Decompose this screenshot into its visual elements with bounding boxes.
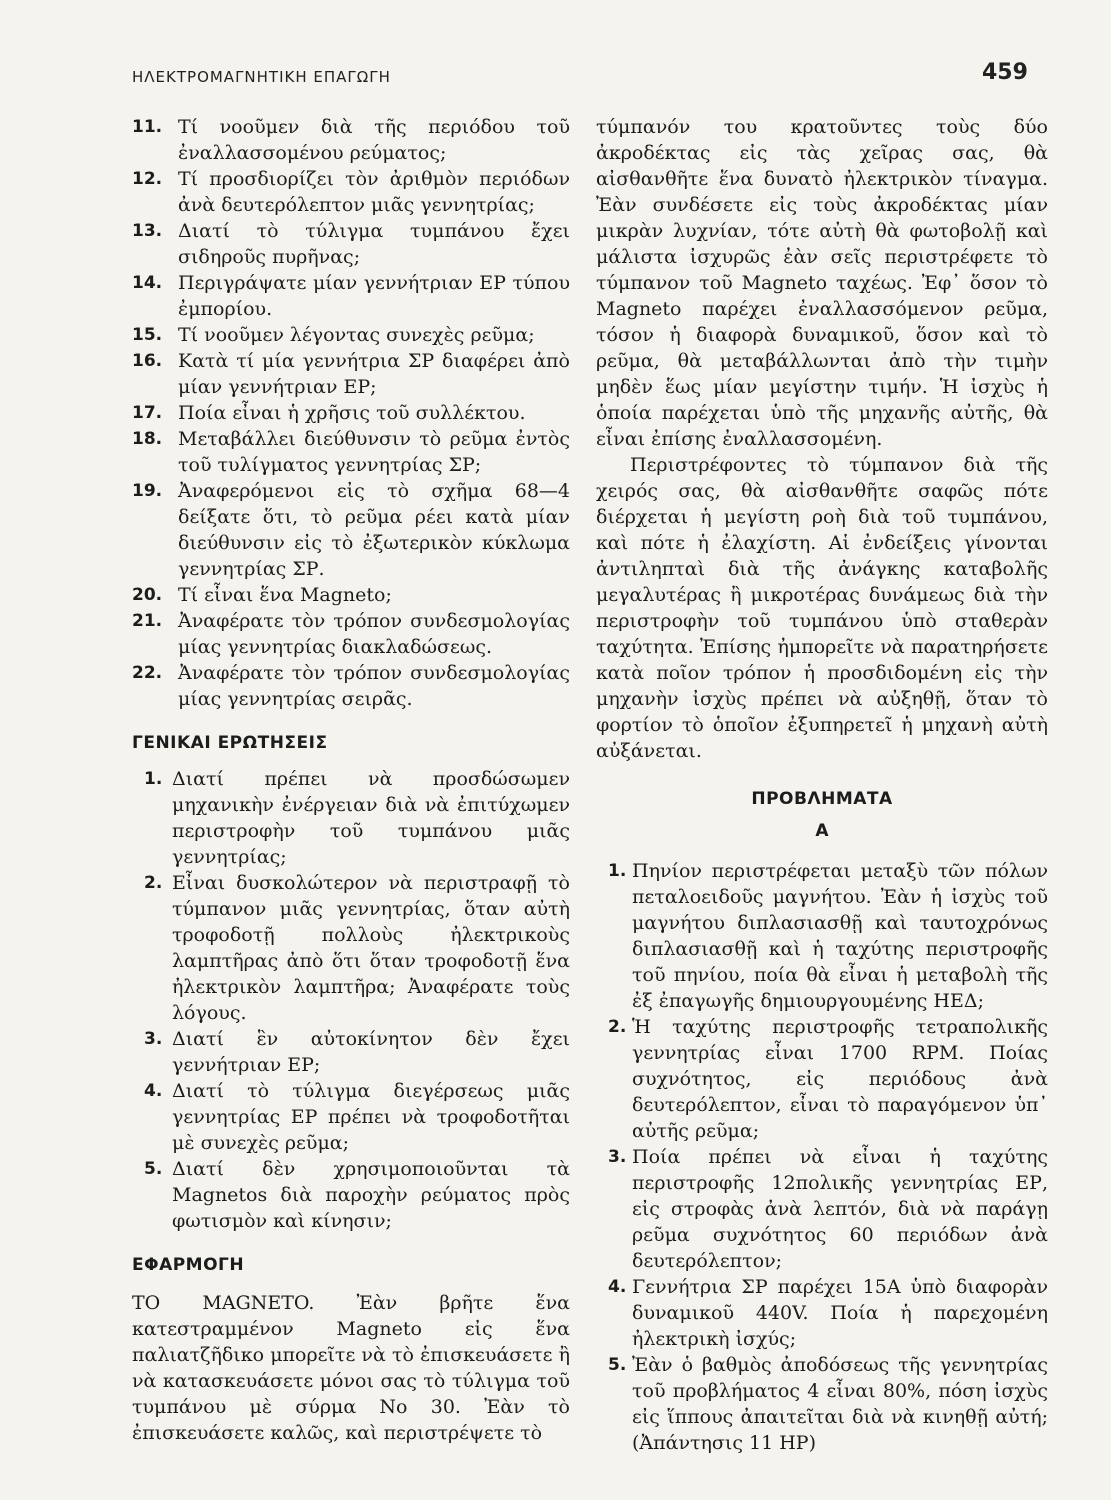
item-text: Μεταβάλλει διεύθυνσιν τὸ ρεῦμα ἐντὸς τοῦ τυλίγματος γεννητρίας ΣΡ;: [178, 428, 570, 476]
item-number: 2.: [144, 873, 163, 893]
item-number: 21.: [132, 611, 163, 631]
item-text: Ἀναφέρατε τὸν τρόπον συνδεσμολογίας μίας γεννητρίας διακλαδώσεως.: [178, 610, 570, 658]
item-number: 18.: [132, 429, 163, 449]
list-item: [132, 660, 570, 712]
item-number: 4.: [144, 1081, 163, 1101]
item-text: Περιγράψατε μίαν γεννήτριαν ΕΡ τύπου ἐμπορίου.: [178, 272, 570, 320]
application-heading: ΕΦΑΡΜΟΓΗ: [132, 1255, 245, 1275]
right-column: [596, 114, 1048, 1456]
general-questions-heading: ΓΕΝΙΚΑΙ ΕΡΩΤΗΣΕΙΣ: [132, 733, 328, 753]
item-number: 13.: [132, 221, 163, 241]
list-item: [132, 1026, 570, 1078]
list-item: [132, 766, 570, 870]
list-item: [132, 1156, 570, 1234]
list-item: [132, 348, 570, 400]
item-text: Τί εἶναι ἕνα Magneto;: [178, 584, 392, 606]
list-item: [596, 1014, 1048, 1144]
item-number: 3.: [608, 1147, 627, 1167]
item-number: 4.: [608, 1277, 627, 1297]
list-item: [596, 1144, 1048, 1274]
item-text: Ἡ ταχύτης περιστροφῆς τετραπολικῆς γεννητρίας εἶναι 1700 RPM. Ποίας συχνότητος, εἰς περιόδους ἀνὰ δευτερόλεπτον, εἶναι τὸ παραγόμενον ὑπ᾽ αὐτῆς ρεῦμα;: [632, 1016, 1048, 1142]
list-item: [132, 1078, 570, 1156]
list-item: [132, 166, 570, 218]
problems-heading: ΠΡΟΒΛΗΜΑΤΑ: [751, 789, 893, 809]
list-item: [132, 582, 570, 608]
item-text: Ἐὰν ὁ βαθμὸς ἀποδόσεως τῆς γεννητρίας τοῦ προβλήματος 4 εἶναι 80%, πόση ἰσχὺς εἰς ἵππους ἀπαιτεῖται διὰ νὰ κινηθῇ αὐτή; (Ἀπάντησις 11 ΗΡ): [632, 1354, 1048, 1454]
item-number: 12.: [132, 169, 163, 189]
list-item: [132, 218, 570, 270]
item-text: Τί νοοῦμεν λέγοντας συνεχὲς ρεῦμα;: [178, 324, 535, 346]
list-item: [132, 608, 570, 660]
application-paragraph-continued: τύμπανόν του κρατοῦντες τοὺς δύο ἀκροδέκτας εἰς τὰς χεῖρας σας, θὰ αἰσθανθῆτε ἕνα δυνατὸ ἠλεκτρικὸν τίναγμα. Ἐὰν συνδέσετε εἰς τοὺς ἀκροδέκτας μίαν μικρὰν λυχνίαν, τότε αὐτὴ θὰ φωτοβολῇ καὶ μάλιστα ἰσχυρῶς ἐὰν σεῖς περιστρέφετε τὸ τύμπανον τοῦ Magneto ταχέως. Ἐφ᾽ ὅσον τὸ Magneto παρέχει ἐναλλασσόμενον ρεῦμα, τόσον ἡ διαφορὰ δυναμικοῦ, ὅσον καὶ τὸ ρεῦμα, θὰ μεταβάλλωνται ἀπὸ τὴν τιμὴν μηδὲν ἕως μίαν μεγίστην τιμήν. Ἡ ἰσχὺς ἡ ὁποία παρέχεται ὑπὸ τῆς μηχανῆς αὐτῆς, θὰ εἶναι ἐπίσης ἐναλλασσομένη.: [596, 116, 1048, 450]
item-text: Ποία πρέπει νὰ εἶναι ἡ ταχύτης περιστροφῆς 12πολικῆς γεννητρίας ΕΡ, εἰς στροφὰς ἀνὰ λεπτόν, διὰ νὰ παράγῃ ρεῦμα συχνότητος 60 περιόδων ἀνὰ δευτερόλεπτον;: [632, 1146, 1048, 1272]
list-item: [132, 270, 570, 322]
list-item: [132, 426, 570, 478]
item-number: 1.: [144, 769, 163, 789]
general-questions-list: [132, 766, 570, 1234]
item-text: Κατὰ τί μία γεννήτρια ΣΡ διαφέρει ἀπὸ μίαν γεννήτριαν ΕΡ;: [178, 350, 570, 398]
item-text: Τί προσδιορίζει τὸν ἀριθμὸν περιόδων ἀνὰ δευτερόλεπτον μιᾶς γεννητρίας;: [178, 168, 570, 216]
item-number: 15.: [132, 325, 163, 345]
item-text: Τί νοοῦμεν διὰ τῆς περιόδου τοῦ ἐναλλασσομένου ρεύματος;: [178, 116, 570, 164]
list-item: [596, 1274, 1048, 1352]
item-number: 14.: [132, 273, 163, 293]
item-number: 1.: [608, 861, 627, 881]
item-text: Ποία εἶναι ἡ χρῆσις τοῦ συλλέκτου.: [178, 402, 526, 424]
item-text: Διατί τὸ τύλιγμα τυμπάνου ἔχει σιδηροῦς πυρῆνας;: [178, 220, 570, 268]
item-text: Πηνίον περιστρέφεται μεταξὺ τῶν πόλων πεταλοειδοῦς μαγνήτου. Ἐὰν ἡ ἰσχὺς τοῦ μαγνήτου διπλασιασθῇ καὶ ταυτοχρόνως διπλασιασθῇ καὶ ἡ ταχύτης περιστροφῆς τοῦ πηνίου, ποία θὰ εἶναι ἡ μεταβολὴ τῆς ἐξ ἐπαγωγῆς δημιουργουμένης ΗΕΔ;: [632, 860, 1048, 1012]
page-number: 459: [982, 60, 1028, 85]
review-questions-list: [132, 114, 570, 712]
application-paragraph-second: Περιστρέφοντες τὸ τύμπανον διὰ τῆς χειρός σας, θὰ αἰσθανθῆτε σαφῶς πότε διέρχεται ἡ μεγίστη ροὴ διὰ τοῦ τυμπάνου, καὶ πότε ἡ ἐλαχίστη. Αἱ ἐνδείξεις γίνονται ἀντιληπταὶ διὰ τῆς ἀνάγκης καταβολῆς μεγαλυτέρας ἢ μικροτέρας δυνάμεως διὰ τὴν περιστροφὴν τοῦ τυμπάνου ὑπὸ σταθερὰν ταχύτητα. Ἐπίσης ἠμπορεῖτε νὰ παρατηρήσετε κατὰ ποῖον τρόπον ἡ προσδιδομένη εἰς τὴν μηχανὴν ἰσχὺς πρέπει νὰ αὐξηθῇ, ὅταν τὸ φορτίον τὸ ὁποῖον ἐξυπηρετεῖ ἡ μηχανὴ αὐτὴ αὐξάνεται.: [596, 454, 1048, 762]
application-paragraph-start: [132, 1290, 570, 1446]
item-number: 16.: [132, 351, 163, 371]
item-text: Διατί δὲν χρησιμοποιοῦνται τὰ Magnetos διὰ παροχὴν ρεύματος πρὸς φωτισμὸν καὶ κίνησιν;: [172, 1158, 570, 1232]
item-number: 5.: [144, 1159, 163, 1179]
item-text: Εἶναι δυσκολώτερον νὰ περιστραφῇ τὸ τύμπανον μιᾶς γεννητρίας, ὅταν αὐτὴ τροφοδοτῇ πολλοὺς ἠλεκτρικοὺς λαμπτῆρας ἀπὸ ὅτι ὅταν τροφοδοτῇ ἕνα ἠλεκτρικὸν λαμπτῆρα; Ἀναφέρατε τοὺς λόγους.: [172, 872, 570, 1024]
list-item: [596, 858, 1048, 1014]
list-item: [132, 478, 570, 582]
item-number: 11.: [132, 117, 163, 137]
problems-list: [596, 858, 1048, 1456]
item-number: 3.: [144, 1029, 163, 1049]
item-text: Ἀναφερόμενοι εἰς τὸ σχῆμα 68—4 δείξατε ὅτι, τὸ ρεῦμα ρέει κατὰ μίαν διεύθυνσιν εἰς τὸ ἐξωτερικὸν κύκλωμα γεννητρίας ΣΡ.: [178, 480, 570, 580]
running-title: ΗΛΕΚΤΡΟΜΑΓΝΗΤΙΚΗ ΕΠΑΓΩΓΗ: [132, 68, 391, 86]
list-item: [132, 322, 570, 348]
item-number: 17.: [132, 403, 163, 423]
list-item: [132, 114, 570, 166]
item-number: 20.: [132, 585, 163, 605]
item-number: 19.: [132, 481, 163, 501]
application-lead: ΤΟ MAGNETO.: [132, 1292, 315, 1314]
item-text: Γεννήτρια ΣΡ παρέχει 15Α ὑπὸ διαφορὰν δυναμικοῦ 440V. Ποία ἡ παρεχομένη ἠλεκτρικὴ ἰσχύς;: [632, 1276, 1048, 1350]
item-text: Διατί ἓν αὐτοκίνητον δὲν ἔχει γεννήτριαν ΕΡ;: [172, 1028, 570, 1076]
item-text: Διατί τὸ τύλιγμα διεγέρσεως μιᾶς γεννητρίας ΕΡ πρέπει νὰ τροφοδοτῆται μὲ συνεχὲς ρεῦμα;: [172, 1080, 570, 1154]
application-text: Ἐὰν βρῆτε ἕνα κατεστραμμένον Magneto εἰς ἕνα παλιατζῆδικο μπορεῖτε νὰ τὸ ἐπισκευάσετε ἢ νὰ κατασκευάσετε μόνοι σας τὸ τύλιγμα τοῦ τυμπάνου μὲ σύρμα Νο 30. Ἐὰν τὸ ἐπισκευάσετε καλῶς, καὶ περιστρέψετε τὸ: [132, 1292, 570, 1444]
item-number: 5.: [608, 1355, 627, 1375]
problems-group-letter: Α: [815, 821, 829, 841]
left-column: [132, 114, 570, 1446]
list-item: [132, 870, 570, 1026]
item-text: Διατί πρέπει νὰ προσδώσωμεν μηχανικὴν ἐνέργειαν διὰ νὰ ἐπιτύχωμεν περιστροφὴν τοῦ τυμπάνου μιᾶς γεννητρίας;: [172, 768, 570, 868]
item-number: 22.: [132, 663, 163, 683]
item-text: Ἀναφέρατε τὸν τρόπον συνδεσμολογίας μίας γεννητρίας σειρᾶς.: [178, 662, 570, 710]
list-item: [132, 400, 570, 426]
list-item: [596, 1352, 1048, 1456]
item-number: 2.: [608, 1017, 627, 1037]
